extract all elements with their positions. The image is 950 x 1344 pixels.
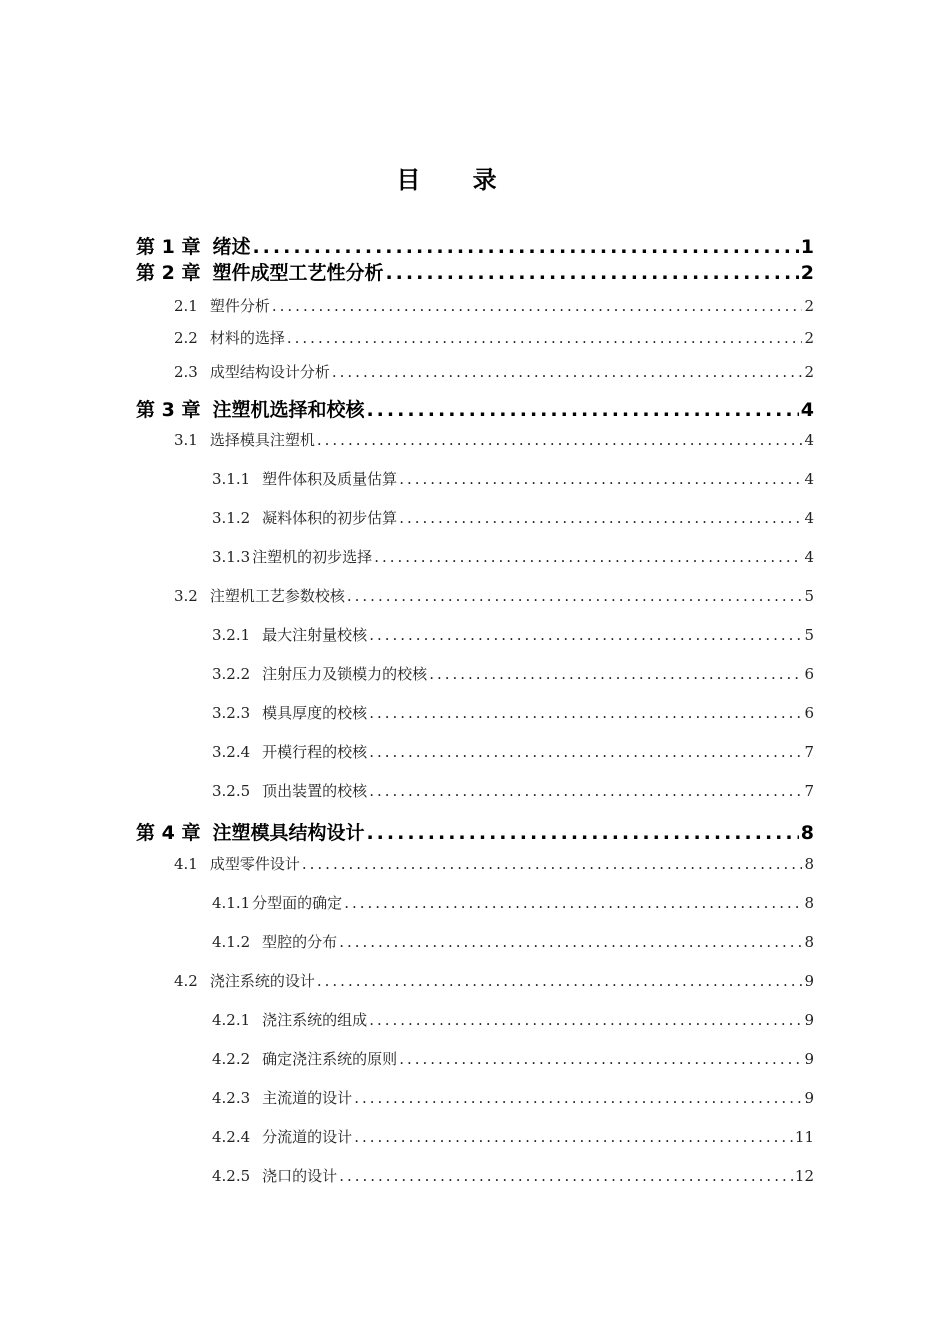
toc-entry-number: 4.2.1	[212, 1011, 251, 1029]
toc-entry-label: 选择模具注塑机	[209, 431, 315, 449]
toc-entry-page: 8	[800, 822, 814, 844]
toc-entry-3-1-3[interactable]	[212, 546, 814, 567]
toc-entry-label: 塑件成型工艺性分析	[212, 262, 384, 284]
toc-entry-4-2-3[interactable]	[212, 1087, 814, 1108]
toc-entry-label: 凝料体积的初步估算	[262, 509, 398, 527]
toc-entry-page: 2	[804, 297, 814, 315]
toc-entry-3-1[interactable]	[174, 429, 814, 450]
toc-entry-page: 8	[804, 894, 814, 912]
toc-entry-label: 浇口的设计	[262, 1167, 338, 1185]
dot-leader	[347, 587, 803, 605]
toc-entry-page: 6	[804, 704, 814, 722]
toc-entry-chapter-2[interactable]	[136, 258, 814, 285]
toc-entry-2-2[interactable]	[174, 327, 814, 348]
toc-entry-4-1-1[interactable]	[212, 892, 814, 913]
toc-entry-label: 注塑机选择和校核	[212, 399, 365, 421]
toc-entry-number: 3.1.1	[212, 470, 251, 488]
toc-entry-number: 3.1.2	[212, 509, 251, 527]
toc-entry-label: 分型面的确定	[252, 894, 343, 912]
dot-leader	[374, 548, 802, 566]
toc-entry-label: 成型结构设计分析	[209, 363, 330, 381]
toc-entry-4-2-4[interactable]	[212, 1126, 814, 1147]
toc-entry-label: 塑件体积及质量估算	[262, 470, 398, 488]
dot-leader	[339, 1167, 793, 1185]
toc-entry-number: 第 2 章	[136, 262, 201, 284]
dot-leader	[332, 363, 803, 381]
toc-entry-number: 第 3 章	[136, 399, 201, 421]
toc-entry-label: 注射压力及锁模力的校核	[262, 665, 428, 683]
toc-entry-label: 浇注系统的组成	[262, 1011, 368, 1029]
toc-entry-label: 最大注射量校核	[262, 626, 368, 644]
dot-leader	[366, 399, 798, 421]
toc-entry-page: 9	[804, 1089, 814, 1107]
toc-entry-page: 9	[804, 1011, 814, 1029]
toc-entry-page: 2	[804, 329, 814, 347]
toc-entry-number: 4.2	[174, 972, 198, 990]
dot-leader	[369, 626, 802, 644]
toc-entry-number: 3.2	[174, 587, 198, 605]
toc-entry-label: 成型零件设计	[209, 855, 300, 873]
toc-entry-number: 第 4 章	[136, 822, 201, 844]
dot-leader	[399, 509, 802, 527]
toc-entry-3-1-1[interactable]	[212, 468, 814, 489]
page-title: 目 录	[396, 166, 519, 194]
toc-entry-number: 3.1.3	[212, 548, 251, 566]
toc-entry-number: 4.2.4	[212, 1128, 251, 1146]
dot-leader	[339, 933, 802, 951]
toc-entry-4-2-2[interactable]	[212, 1048, 814, 1069]
toc-entry-chapter-4[interactable]	[136, 818, 814, 845]
toc-entry-page: 6	[804, 665, 814, 683]
toc-entry-label: 注塑模具结构设计	[212, 822, 365, 844]
toc-entry-3-2-2[interactable]	[212, 663, 814, 684]
dot-leader	[317, 431, 803, 449]
toc-entry-number: 3.2.1	[212, 626, 251, 644]
dot-leader	[272, 297, 803, 315]
dot-leader	[369, 782, 802, 800]
toc-entry-label: 浇注系统的设计	[209, 972, 315, 990]
toc-entry-chapter-3[interactable]	[136, 395, 814, 422]
toc-entry-number: 4.1	[174, 855, 198, 873]
toc-entry-page: 7	[804, 782, 814, 800]
dot-leader	[399, 1050, 802, 1068]
dot-leader	[366, 822, 798, 844]
toc-entry-4-1[interactable]	[174, 853, 814, 874]
dot-leader	[287, 329, 803, 347]
toc-entry-page: 12	[794, 1167, 814, 1185]
toc-entry-number: 4.1.2	[212, 933, 251, 951]
toc-entry-label: 材料的选择	[209, 329, 285, 347]
toc-entry-2-3[interactable]	[174, 361, 814, 382]
toc-entry-chapter-1[interactable]	[136, 232, 814, 259]
toc-entry-page: 2	[800, 262, 814, 284]
toc-entry-4-2[interactable]	[174, 970, 814, 991]
toc-entry-page: 5	[804, 626, 814, 644]
dot-leader	[252, 236, 798, 258]
toc-entry-number: 第 1 章	[136, 236, 201, 258]
toc-entry-number: 4.1.1	[212, 894, 251, 912]
toc-entry-page: 4	[804, 470, 814, 488]
toc-entry-label: 分流道的设计	[262, 1128, 353, 1146]
toc-entry-label: 塑件分析	[209, 297, 270, 315]
toc-entry-page: 2	[804, 363, 814, 381]
toc-entry-2-1[interactable]	[174, 295, 814, 316]
toc-entry-3-2-3[interactable]	[212, 702, 814, 723]
toc-entry-label: 绪述	[212, 236, 251, 258]
toc-entry-label: 主流道的设计	[262, 1089, 353, 1107]
toc-entry-page: 9	[804, 972, 814, 990]
toc-entry-label: 注塑机的初步选择	[252, 548, 373, 566]
toc-entry-number: 3.2.3	[212, 704, 251, 722]
toc-entry-4-2-1[interactable]	[212, 1009, 814, 1030]
toc-entry-number: 4.2.3	[212, 1089, 251, 1107]
toc-entry-page: 5	[804, 587, 814, 605]
toc-entry-page: 1	[800, 236, 814, 258]
toc-entry-label: 开模行程的校核	[262, 743, 368, 761]
toc-entry-label: 顶出装置的校核	[262, 782, 368, 800]
toc-entry-page: 4	[804, 548, 814, 566]
toc-entry-3-1-2[interactable]	[212, 507, 814, 528]
toc-entry-3-2-4[interactable]	[212, 741, 814, 762]
toc-entry-page: 8	[804, 855, 814, 873]
toc-entry-3-2-5[interactable]	[212, 780, 814, 801]
dot-leader	[369, 743, 802, 761]
toc-entry-label: 型腔的分布	[262, 933, 338, 951]
dot-leader	[369, 704, 802, 722]
toc-entry-number: 2.2	[174, 329, 198, 347]
toc-entry-number: 4.2.5	[212, 1167, 251, 1185]
dot-leader	[399, 470, 802, 488]
dot-leader	[369, 1011, 802, 1029]
toc-entry-label: 注塑机工艺参数校核	[209, 587, 345, 605]
toc-entry-3-2[interactable]	[174, 585, 814, 606]
dot-leader	[385, 262, 798, 284]
dot-leader	[302, 855, 803, 873]
dot-leader	[354, 1128, 793, 1146]
dot-leader	[429, 665, 802, 683]
toc-entry-number: 4.2.2	[212, 1050, 251, 1068]
dot-leader	[317, 972, 803, 990]
toc-entry-4-1-2[interactable]	[212, 931, 814, 952]
toc-entry-page: 4	[800, 399, 814, 421]
toc-entry-page: 9	[804, 1050, 814, 1068]
dot-leader	[344, 894, 802, 912]
toc-entry-number: 2.1	[174, 297, 198, 315]
toc-entry-number: 3.2.4	[212, 743, 251, 761]
toc-entry-page: 7	[804, 743, 814, 761]
toc-entry-label: 模具厚度的校核	[262, 704, 368, 722]
toc-entry-page: 4	[804, 431, 814, 449]
toc-entry-label: 确定浇注系统的原则	[262, 1050, 398, 1068]
toc-entry-3-2-1[interactable]	[212, 624, 814, 645]
toc-entry-4-2-5[interactable]	[212, 1165, 814, 1186]
dot-leader	[354, 1089, 802, 1107]
toc-entry-number: 3.1	[174, 431, 198, 449]
toc-entry-number: 3.2.5	[212, 782, 251, 800]
toc-entry-number: 3.2.2	[212, 665, 251, 683]
toc-entry-page: 11	[794, 1128, 814, 1146]
toc-entry-number: 2.3	[174, 363, 198, 381]
toc-entry-page: 8	[804, 933, 814, 951]
toc-entry-page: 4	[804, 509, 814, 527]
